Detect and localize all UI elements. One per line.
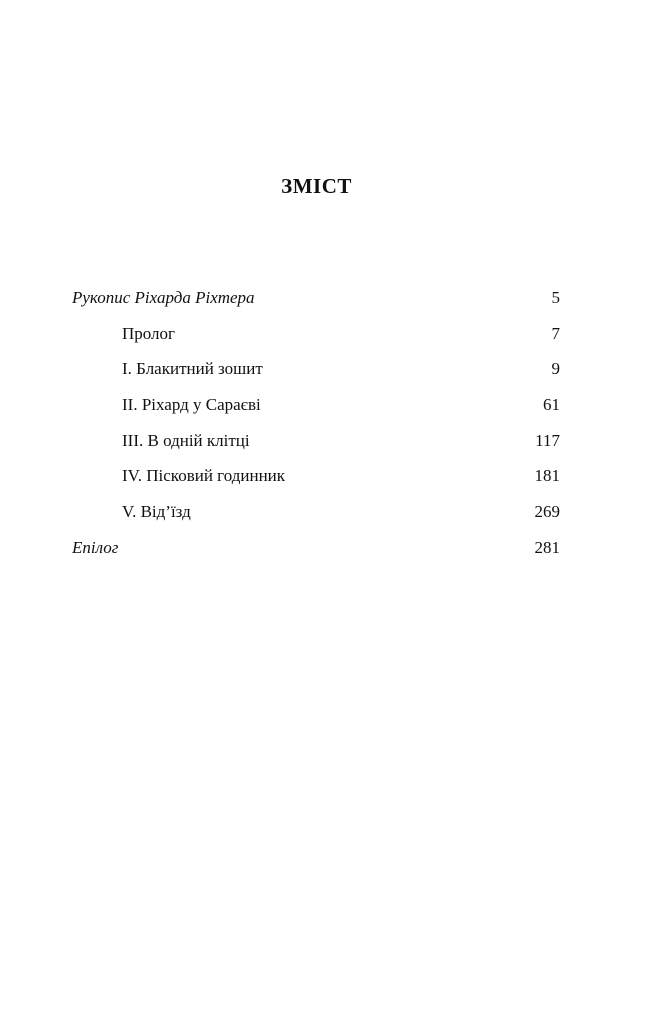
toc-entry-page-number: 181: [534, 466, 560, 486]
toc-entry-label: І. Блакитний зошит: [122, 359, 263, 379]
toc-entry-chapter-2: [72, 393, 560, 429]
toc-entry-page-number: 61: [543, 395, 560, 415]
toc-entry-label: Епілог: [72, 537, 119, 557]
toc-entry-page-number: 269: [534, 502, 560, 522]
toc-entry-page-number: 5: [551, 288, 560, 307]
toc-entry-label: ІІ. Ріхард у Сараєві: [122, 395, 261, 415]
toc-entry-label: Рукопис Ріхарда Ріхтера: [72, 288, 255, 307]
toc-entry-chapter-3: [72, 429, 560, 465]
table-of-contents: [72, 286, 560, 572]
page-title: ЗМІСТ: [281, 174, 352, 198]
toc-entry-page-number: 281: [534, 537, 560, 557]
toc-entry-label: IV. Пісковий годинник: [122, 466, 286, 486]
toc-entry-label: Пролог: [122, 323, 176, 343]
toc-entry-manuscript: [72, 286, 560, 322]
toc-entry-chapter-4: [72, 464, 560, 500]
toc-entry-epilogue: [72, 536, 560, 572]
toc-entry-chapter-1: [72, 357, 560, 393]
toc-entry-page-number: 9: [551, 359, 560, 379]
toc-entry-label: ІІІ. В одній клітці: [122, 430, 250, 450]
toc-entry-page-number: 117: [535, 430, 560, 450]
toc-entry-chapter-5: [72, 500, 560, 536]
toc-entry-label: V. Від’їзд: [122, 502, 191, 522]
toc-entry-page-number: 7: [551, 323, 560, 343]
toc-entry-prologue: [72, 322, 560, 358]
